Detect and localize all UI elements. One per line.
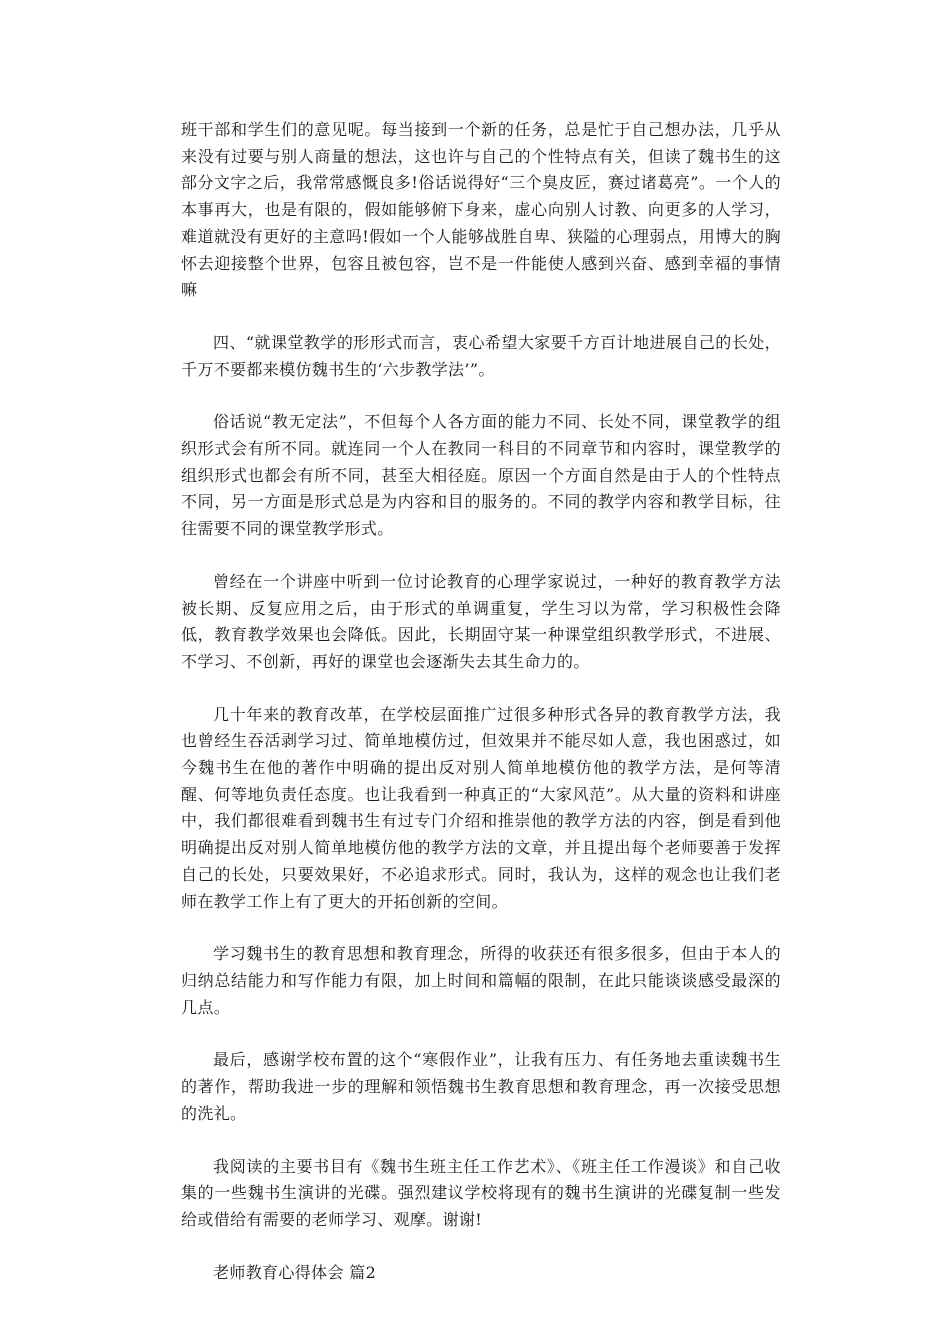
paragraph-4: 曾经在一个讲座中听到一位讨论教育的心理学家说过，一种好的教育教学方法被长期、反复应用之后，由于形式的单调重复，学生习以为常，学习积极性会降低，教育教学效果也会降低。因此，长期固守某一种课堂组织教学形式，不进展、不学习、不创新，再好的课堂也会逐渐失去其生命力的。 [181,571,781,671]
section-heading: 老师教育心得体会 篇2 [213,1262,377,1282]
paragraph-6: 学习魏书生的教育思想和教育理念，所得的收获还有很多很多，但由于本人的归纳总结能力和写作能力有限，加上时间和篇幅的限制，在此只能谈谈感受最深的几点。 [181,944,781,1017]
paragraph-8: 我阅读的主要书目有《魏书生班主任工作艺术》、《班主任工作漫谈》和自己收集的一些魏书生演讲的光碟。强烈建议学校将现有的魏书生演讲的光碟复制一些发给或借给有需要的老师学习、观摩。谢谢! [181,1156,781,1229]
paragraph-1: 班干部和学生们的意见呢。每当接到一个新的任务，总是忙于自己想办法，几乎从来没有过要与别人商量的想法，这也许与自己的个性特点有关，但读了魏书生的这部分文字之后，我常常感慨良多!俗话说得好“三个臭皮匠，赛过诸葛亮”。一个人的本事再大，也是有限的，假如能够俯下身来，虚心向别人讨教、向更多的人学习，难道就没有更好的主意吗!假如一个人能够战胜自卑、狭隘的心理弱点，用博大的胸怀去迎接整个世界，包容且被包容，岂不是一件能使人感到兴奋、感到幸福的事情嘛 [181,120,781,300]
paragraph-2: 四、“就课堂教学的形形式而言，衷心希望大家要千方百计地进展自己的长处，千万不要都来模仿魏书生的‘六步教学法’”。 [181,332,781,379]
paragraph-7: 最后，感谢学校布置的这个“寒假作业”，让我有压力、有任务地去重读魏书生的著作，帮助我进一步的理解和领悟魏书生教育思想和教育理念，再一次接受思想的洗礼。 [181,1050,781,1123]
paragraph-3: 俗话说“教无定法”，不但每个人各方面的能力不同、长处不同，课堂教学的组织形式会有所不同。就连同一个人在教同一科目的不同章节和内容时，课堂教学的组织形式也都会有所不同，甚至大相径庭。原因一个方面自然是由于人的个性特点不同，另一方面是形式总是为内容和目的服务的。不同的教学内容和教学目标，往往需要不同的课堂教学形式。 [181,412,781,539]
document-page [181,117,781,1286]
paragraph-5: 几十年来的教育改革，在学校层面推广过很多种形式各异的教育教学方法，我也曾经生吞活剥学习过、简单地模仿过，但效果并不能尽如人意，我也困惑过，如今魏书生在他的著作中明确的提出反对别人简单地模仿他的教学方法，是何等清醒、何等地负责任态度。也让我看到一种真正的“大家风范”。从大量的资料和讲座中，我们都很难看到魏书生有过专门介绍和推崇他的教学方法的内容，倒是看到他明确提出反对别人简单地模仿他的教学方法的文章，并且提出每个老师要善于发挥自己的长处，只要效果好，不必追求形式。同时，我认为，这样的观念也让我们老师在教学工作上有了更大的开拓创新的空间。 [181,704,781,911]
